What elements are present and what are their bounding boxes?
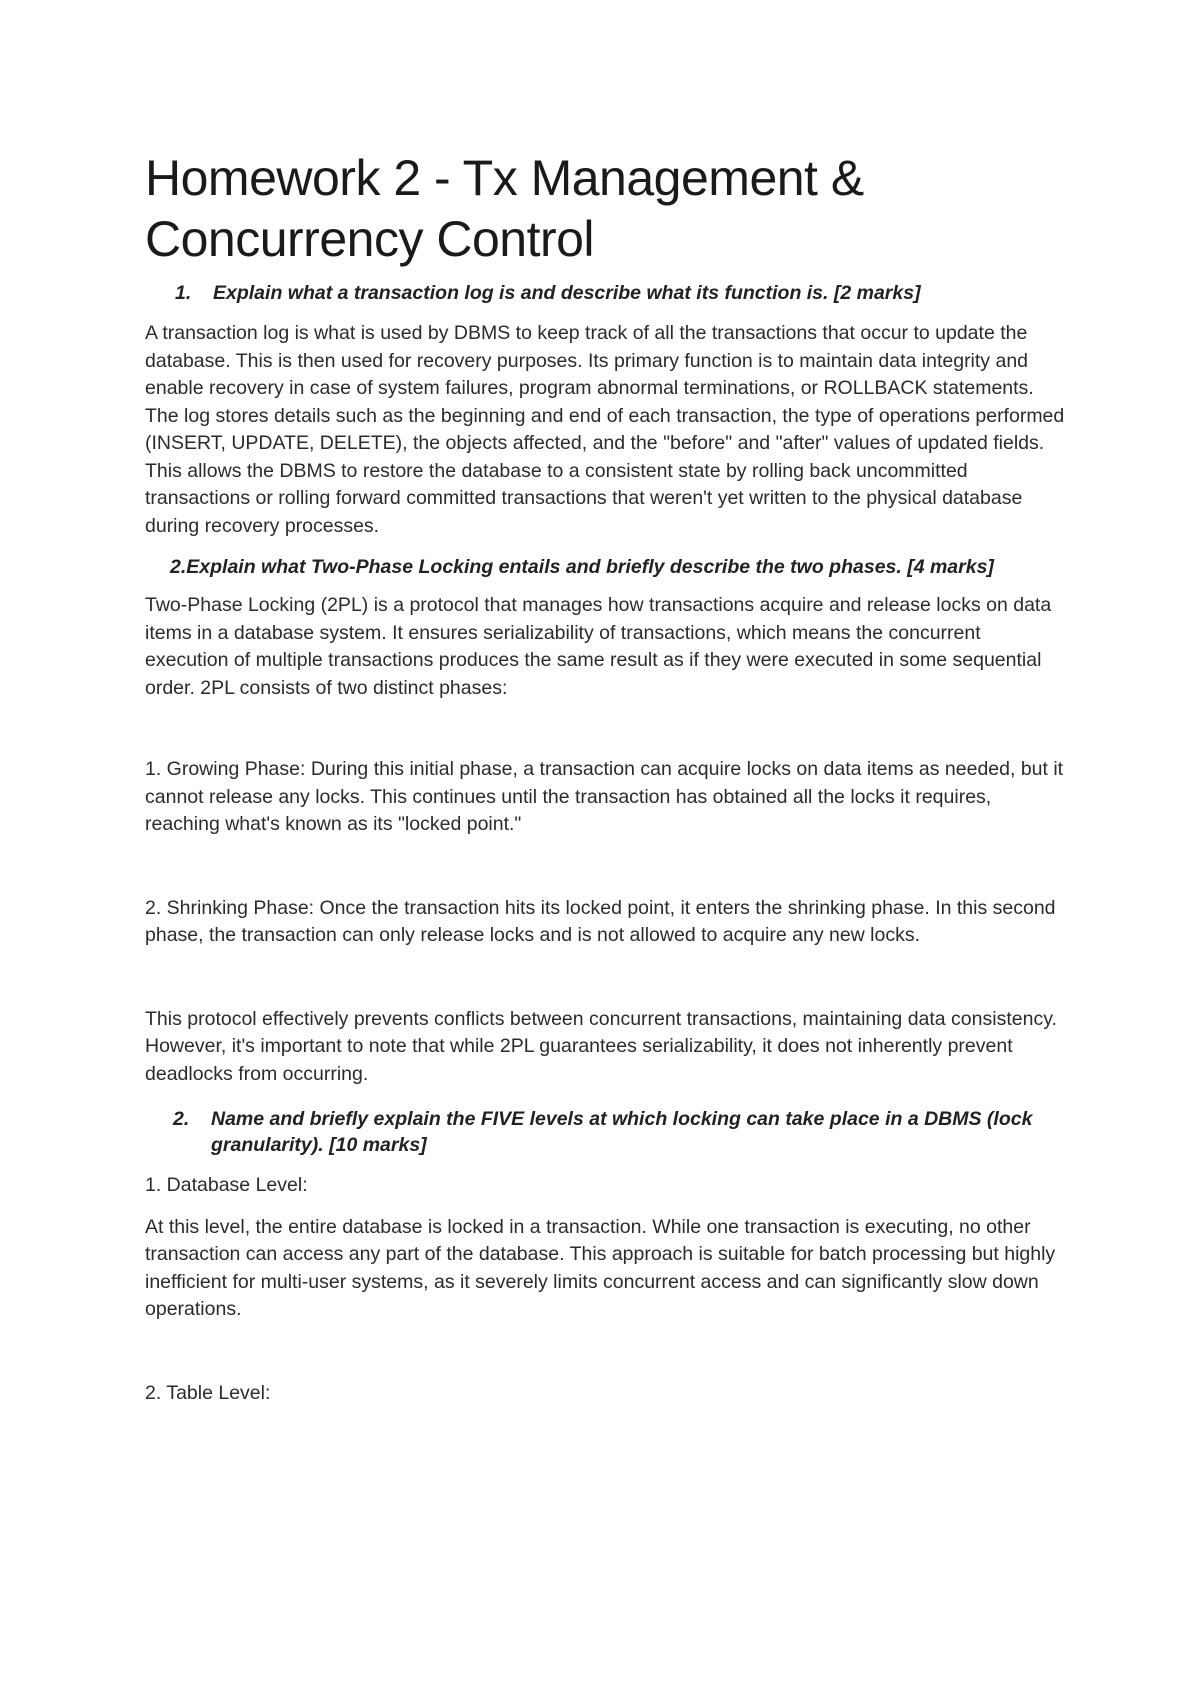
answer-1: A transaction log is what is used by DBMS to keep track of all the transactions that occur to update the database. This is then used for recovery purposes. Its primary function is to maintain data integrity and enable recovery in case of system failures, program abnormal terminations, or ROLLBACK statements. The log stores details such as the beginning and end of each transaction, the type of operations performed (INSERT, UPDATE, DELETE), the objects affected, and the "before" and "after" values of updated fields. This allows the DBMS to restore the database to a consistent state by rolling back uncommitted transactions or rolling forward committed transactions that weren't yet written to the physical database during recovery processes. xyxy=(145,322,1065,537)
question-2-text: Explain what Two-Phase Locking entails and briefly describe the two phases. [4 marks] xyxy=(186,556,994,578)
question-3 xyxy=(145,1106,1065,1158)
answer-2-intro: Two-Phase Locking (2PL) is a protocol that manages how transactions acquire and release locks on data items in a database system. It ensures serializability of transactions, which means the concurrent execution of multiple transactions produces the same result as if they were executed in some sequential order. 2PL consists of two distinct phases: xyxy=(145,594,1052,699)
answer-2-shrinking-phase: 2. Shrinking Phase: Once the transaction hits its locked point, it enters the shrinking phase. In this second phase, the transaction can only release locks and is not allowed to acquire any new locks. xyxy=(145,896,1056,946)
page-title: Homework 2 - Tx Management & Concurrency Control xyxy=(145,150,864,267)
lock-level-1-text: At this level, the entire database is locked in a transaction. While one transaction is executing, no other transaction can access any part of the database. This approach is suitable for batch processing but highly inefficient for multi-user systems, as it severely limits concurrent access and can significantly slow down operations. xyxy=(145,1215,1056,1320)
question-1-text: Explain what a transaction log is and describe what its function is. [2 marks] xyxy=(213,282,921,304)
document-page xyxy=(145,148,1065,1407)
question-2 xyxy=(145,554,1065,580)
question-3-text: Name and briefly explain the FIVE levels at which locking can take place in a DBMS (lock granularity). [10 marks] xyxy=(211,1108,1033,1156)
answer-2-conclusion: This protocol effectively prevents conflicts between concurrent transactions, maintaining data consistency. However, it's important to note that while 2PL guarantees serializability, it does not inherently prevent deadlocks from occurring. xyxy=(145,1007,1057,1085)
question-3-number: 2. xyxy=(173,1108,190,1130)
answer-2-growing-phase: 1. Growing Phase: During this initial phase, a transaction can acquire locks on data items as needed, but it cannot release any locks. This continues until the transaction has obtained all the locks it requires, reaching what's known as its "locked point." xyxy=(145,758,1064,835)
lock-level-2-heading: 2. Table Level: xyxy=(145,1381,271,1404)
question-2-number: 2. xyxy=(170,556,187,578)
lock-level-1-heading: 1. Database Level: xyxy=(145,1174,308,1196)
question-1 xyxy=(145,280,1065,306)
question-1-number: 1. xyxy=(175,282,192,304)
